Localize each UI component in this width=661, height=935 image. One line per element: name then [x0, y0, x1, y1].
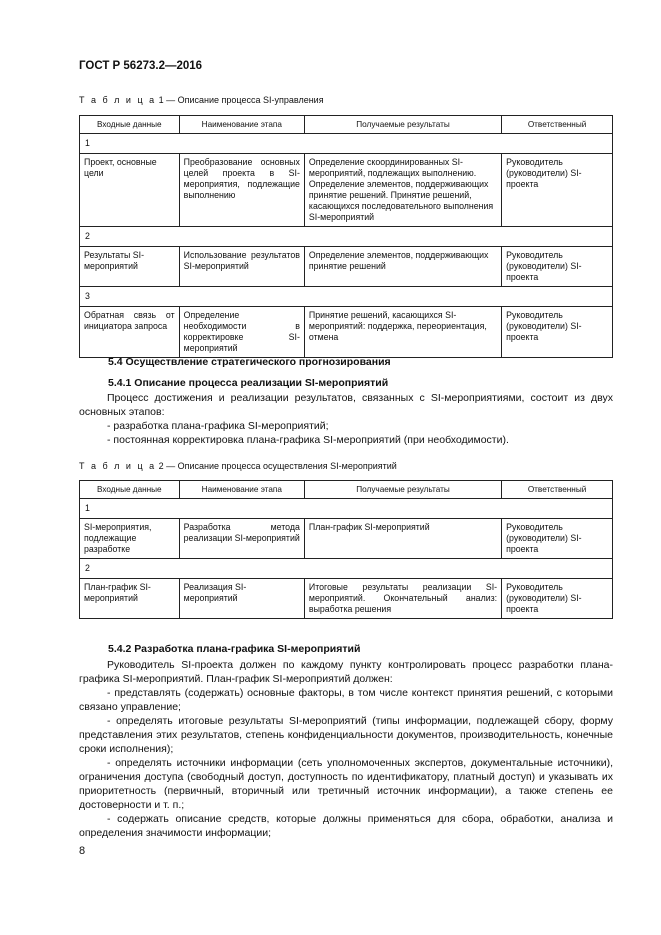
page-number: 8 [79, 845, 86, 857]
table2 [79, 480, 613, 619]
table2-col-input: Входные данные [80, 481, 180, 499]
list-item: - содержать описание средств, которые должны применяться для сбора, обработки, анализа и определения значимости информации; [79, 813, 613, 839]
cell-responsible: Руководитель (руководители) SI-проекта [502, 579, 613, 619]
cell-stage: Определение необходимости в корректировке SI-мероприятий [179, 307, 304, 358]
table2-row [80, 519, 613, 559]
table1-row [80, 247, 613, 287]
cell-results: План-график SI-мероприятий [304, 519, 501, 559]
table2-caption-text: 2 — Описание процесса осуществления SI-мероприятий [158, 461, 397, 471]
table1-col-responsible: Ответственный [502, 116, 613, 134]
section-5-4-2-intro: Руководитель SI-проекта должен по каждому пункту контролировать процесс разработки плана-графика SI-мероприятий. План-график SI-мероприятий должен: [79, 659, 613, 685]
cell-stage: Преобразование основных целей проекта в SI-мероприятия, подлежащие выполнению [179, 154, 304, 227]
list-item: - разработка плана-графика SI-мероприятий; [107, 420, 329, 432]
cell-input: Обратная связь от инициатора запроса [80, 307, 180, 358]
cell-input: Проект, основные цели [80, 154, 180, 227]
table2-group-row [80, 559, 613, 579]
cell-results: Определение скоординированных SI-мероприятий, подлежащих выполнению. Определение элементов, поддерживающих принятие решений. Принятие решений, касающихся последовательного выполнения SI-мероприятий [304, 154, 501, 227]
cell-responsible: Руководитель (руководители) SI-проекта [502, 519, 613, 559]
group-number: 1 [80, 499, 613, 519]
group-number: 2 [80, 227, 613, 247]
cell-results: Определение элементов, поддерживающих принятие решений [304, 247, 501, 287]
table1-group-row [80, 227, 613, 247]
section-5-4-1-body [79, 391, 613, 447]
list-item: - определять источники информации (сеть уполномоченных экспертов, документальные источники), ограничения доступа (свободный доступ, доступность по идентификатору, платный доступ) и указывать их приоритетность (первичный, вторичный или третичный источник информации), а также степень ее достоверности и т. п.; [79, 757, 613, 811]
table1-col-input: Входные данные [80, 116, 180, 134]
standard-header: ГОСТ Р 56273.2—2016 [79, 60, 203, 72]
table1-caption-label: Т а б л и ц а [79, 95, 157, 105]
section-5-4-1-title: 5.4.1 Описание процесса реализации SI-мероприятий [108, 377, 389, 389]
group-number: 1 [80, 134, 613, 154]
table1 [79, 115, 613, 358]
table1-row [80, 154, 613, 227]
section-5-4-2-body [79, 658, 613, 840]
table1-row [80, 307, 613, 358]
table2-col-results: Получаемые результаты [304, 481, 501, 499]
table1-header-row [80, 116, 613, 134]
table2-col-responsible: Ответственный [502, 481, 613, 499]
cell-stage: Реализация SI-мероприятий [179, 579, 304, 619]
cell-input: SI-мероприятия, подлежащие разработке [80, 519, 180, 559]
cell-stage: Использование результатов SI-мероприятий [179, 247, 304, 287]
cell-results: Принятие решений, касающихся SI-мероприятий: поддержка, переориентация, отмена [304, 307, 501, 358]
table2-group-row [80, 499, 613, 519]
table2-row [80, 579, 613, 619]
cell-responsible: Руководитель (руководители) SI-проекта [502, 247, 613, 287]
cell-responsible: Руководитель (руководители) SI-проекта [502, 307, 613, 358]
table2-caption-label: Т а б л и ц а [79, 461, 157, 471]
table1-col-results: Получаемые результаты [304, 116, 501, 134]
table1-group-row [80, 134, 613, 154]
group-number: 2 [80, 559, 613, 579]
table1-col-stage: Наименование этапа [179, 116, 304, 134]
table2-header-row [80, 481, 613, 499]
section-5-4-title: 5.4 Осуществление стратегического прогнозирования [108, 356, 391, 368]
cell-input: Результаты SI-мероприятий [80, 247, 180, 287]
table1-caption [79, 95, 324, 105]
group-number: 3 [80, 287, 613, 307]
cell-responsible: Руководитель (руководители) SI-проекта [502, 154, 613, 227]
list-item: - постоянная корректировка плана-графика SI-мероприятий (при необходимости). [107, 434, 509, 446]
section-5-4-2-title: 5.4.2 Разработка плана-графика SI-мероприятий [108, 643, 361, 655]
table1-caption-text: 1 — Описание процесса SI-управления [158, 95, 324, 105]
cell-stage: Разработка метода реализации SI-мероприятий [179, 519, 304, 559]
table2-col-stage: Наименование этапа [179, 481, 304, 499]
table1-group-row [80, 287, 613, 307]
cell-input: План-график SI-мероприятий [80, 579, 180, 619]
cell-results: Итоговые результаты реализации SI-мероприятий. Окончательный анализ: выработка решения [304, 579, 501, 619]
list-item: - представлять (содержать) основные факторы, в том числе контекст принятия решений, с которыми связано управление; [79, 687, 613, 713]
list-item: - определять итоговые результаты SI-мероприятий (типы информации, подлежащей сбору, форму представления этих результатов, степень конфиденциальности документов, производительность, конечные сроки исполнения); [79, 715, 613, 755]
table2-caption [79, 461, 397, 471]
section-5-4-1-intro: Процесс достижения и реализации результатов, связанных с SI-мероприятиями, состоит из двух основных этапов: [79, 392, 613, 418]
